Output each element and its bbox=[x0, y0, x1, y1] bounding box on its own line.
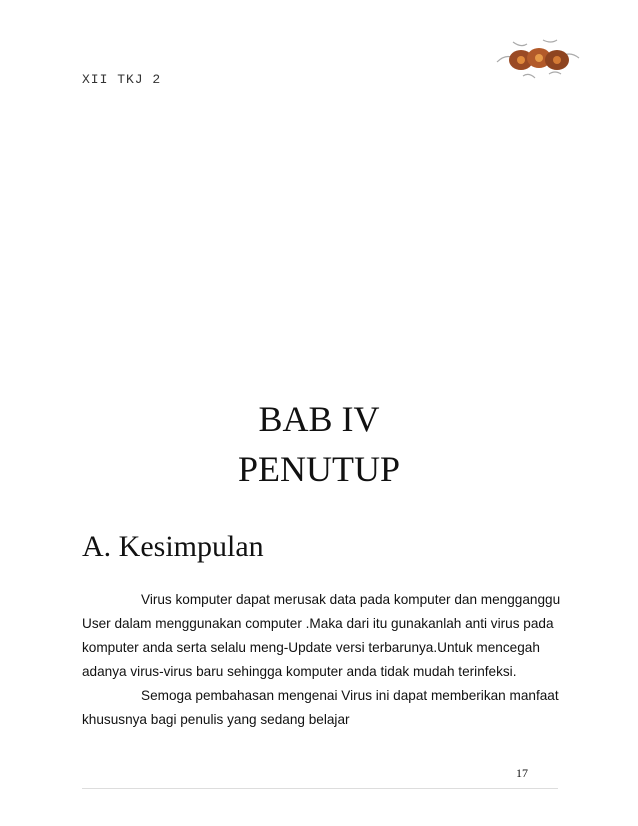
section-heading: A. Kesimpulan bbox=[82, 530, 264, 563]
page-header: XII TKJ 2 bbox=[82, 72, 162, 87]
page-number: 17 bbox=[516, 766, 528, 780]
decorative-ornament-logo bbox=[493, 34, 583, 82]
chapter-title: BAB IV bbox=[258, 399, 380, 439]
footer-divider bbox=[82, 788, 558, 789]
paragraph: Virus komputer dapat merusak data pada komputer dan mengganggu User dalam menggunakan computer .Maka dari itu gunakanlah anti virus pada komputer anda serta selalu meng-Update versi terbarunya.Untuk mencegah adanya virus-virus baru sehingga komputer anda tidak mudah terinfeksi. bbox=[82, 592, 561, 679]
body-text bbox=[82, 588, 562, 732]
paragraph: Semoga pembahasan mengenai Virus ini dapat memberikan manfaat khususnya bagi penulis yang sedang belajar bbox=[82, 688, 559, 727]
chapter-subtitle: PENUTUP bbox=[237, 449, 401, 489]
